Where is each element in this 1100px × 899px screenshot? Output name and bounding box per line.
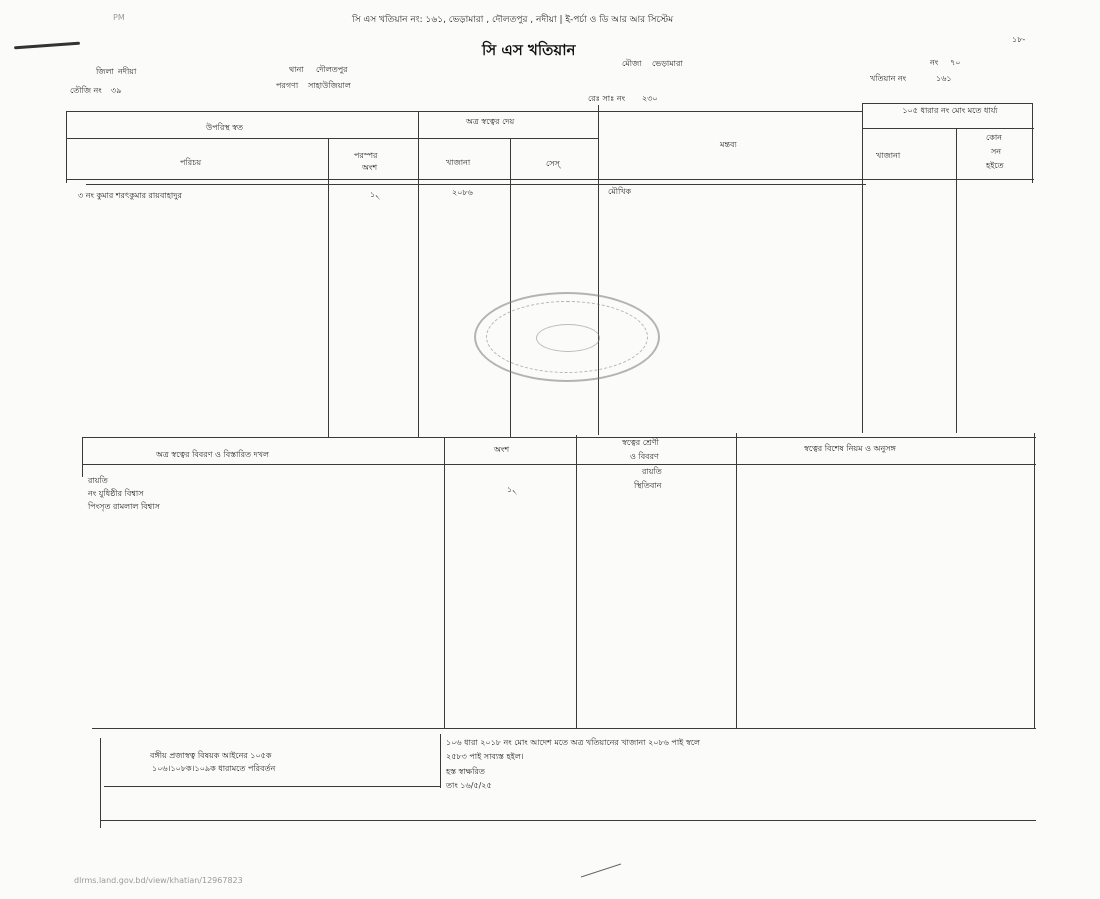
mouza-label: মৌজা [622,59,642,68]
header-khajana-2: খাজানা [876,151,901,160]
body-ongsho: ১৲ [507,485,518,494]
regsa-label: রেঃ সাঃ নং [588,94,626,103]
header-kon-3: হইতে [986,161,1004,170]
row-montobbo: মৌখিক [608,187,632,196]
thana-value: দৌলতপুর [316,65,348,74]
footer-law-line-2: ১০৬।১০৮ক।১০৯ক ধারামতে পরিবর্তন [152,764,276,773]
body-line-2: নং যুধিষ্ঠীর বিশ্বাস [88,489,144,498]
header-upar-sthito: উপরিস্থ স্বত [206,123,244,132]
page-number: ১৮- [1012,35,1026,44]
thana-label: থানা [289,65,304,74]
header-kon-2: সন [991,147,1002,156]
pargana-value: সাহাউজিয়াল [308,81,351,90]
header-section-105: ১০৫ ধারার নং মোং মতে ধার্য্য [902,106,998,115]
corner-label: PM [113,13,125,22]
header-kon-1: কোন [986,133,1002,142]
body-shreni-2: স্থিতিবান [634,481,662,490]
body-line-1: রায়তি [88,476,108,485]
regsa-value: ২৩০ [642,94,658,103]
mouza-value: ভেড়ামারা [652,59,683,68]
pen-mark [14,42,80,50]
touzi-value: ৩৯ [111,86,122,95]
header-ses: সেস্ [546,159,560,168]
pargana-label: পরগণা [276,81,299,90]
row-khajana: ২০৮৬ [452,188,473,197]
header-shreni-1: স্বত্বের শ্রেণী [622,438,659,447]
header-porichoy: পরিচয় [180,158,202,167]
header-bishesh: স্বত্বের বিশেষ নিয়ম ও অনুসঙ্গ [804,444,896,453]
header-bibaran: অত্র স্বত্বের বিবরণ ও বিস্তারিত দখল [156,450,269,459]
no-label: নং [930,58,939,67]
row-porichoy: ৩ নং কুমার শরৎকুমার রায়বাহাদুর [78,191,182,200]
page-banner: সি এস খতিয়ান নং: ১৬১, ভেড়ামারা , দৌলতপুর , নদীয়া | ই-পর্চা ও ডি আর আর সিস্টেম [352,15,674,25]
header-porospor-1: পরস্পর [354,151,378,160]
footer-note-line-1: ১০৬ ধারা ২০১৮ নং মোং আদেশ মতে অত্র খতিয়ানের খাজানা ২০৮৬ পাই স্বলে [446,738,700,747]
khatian-label: খতিয়ান নং [870,74,907,83]
khatian-value: ১৬১ [936,74,952,83]
office-seal [474,292,660,382]
no-value: ৭০ [950,58,961,67]
header-montobbo: মন্তব্য [720,140,737,149]
header-ongsho: অংশ [494,445,510,454]
footer-note-line-4: তাং ১৬/৫/২৫ [446,781,492,790]
header-porospor-2: অংশ [362,163,378,172]
pen-stroke [581,864,621,878]
header-shreni-2: ও বিবরণ [630,452,659,461]
footer-law-line-1: বঙ্গীয় প্রজাস্বত্ব বিষয়ক আইনের ১০৫ক [150,751,272,760]
header-khajana: খাজানা [446,158,471,167]
district-label: জিলা [96,67,114,76]
body-shreni-1: রায়তি [642,467,662,476]
footer-url[interactable]: dlrms.land.gov.bd/view/khatian/12967823 [74,876,243,885]
footer-note-line-2: ২৫৮৩ পাই সাব্যস্ত হইল। [446,752,524,761]
document-title: সি এস খতিয়ান [482,41,576,59]
body-line-3: পিংসৃত রামলাল বিশ্বাস [88,502,160,511]
row-ongsho: ১৲ [370,190,381,199]
header-oddo-deyo: অত্র স্বত্বের দেয় [466,117,515,126]
district-value: নদীয়া [118,67,137,76]
touzi-label: তৌজি নং [70,86,102,95]
footer-note-line-3: হস্ত স্বাক্ষরিত [446,767,485,776]
